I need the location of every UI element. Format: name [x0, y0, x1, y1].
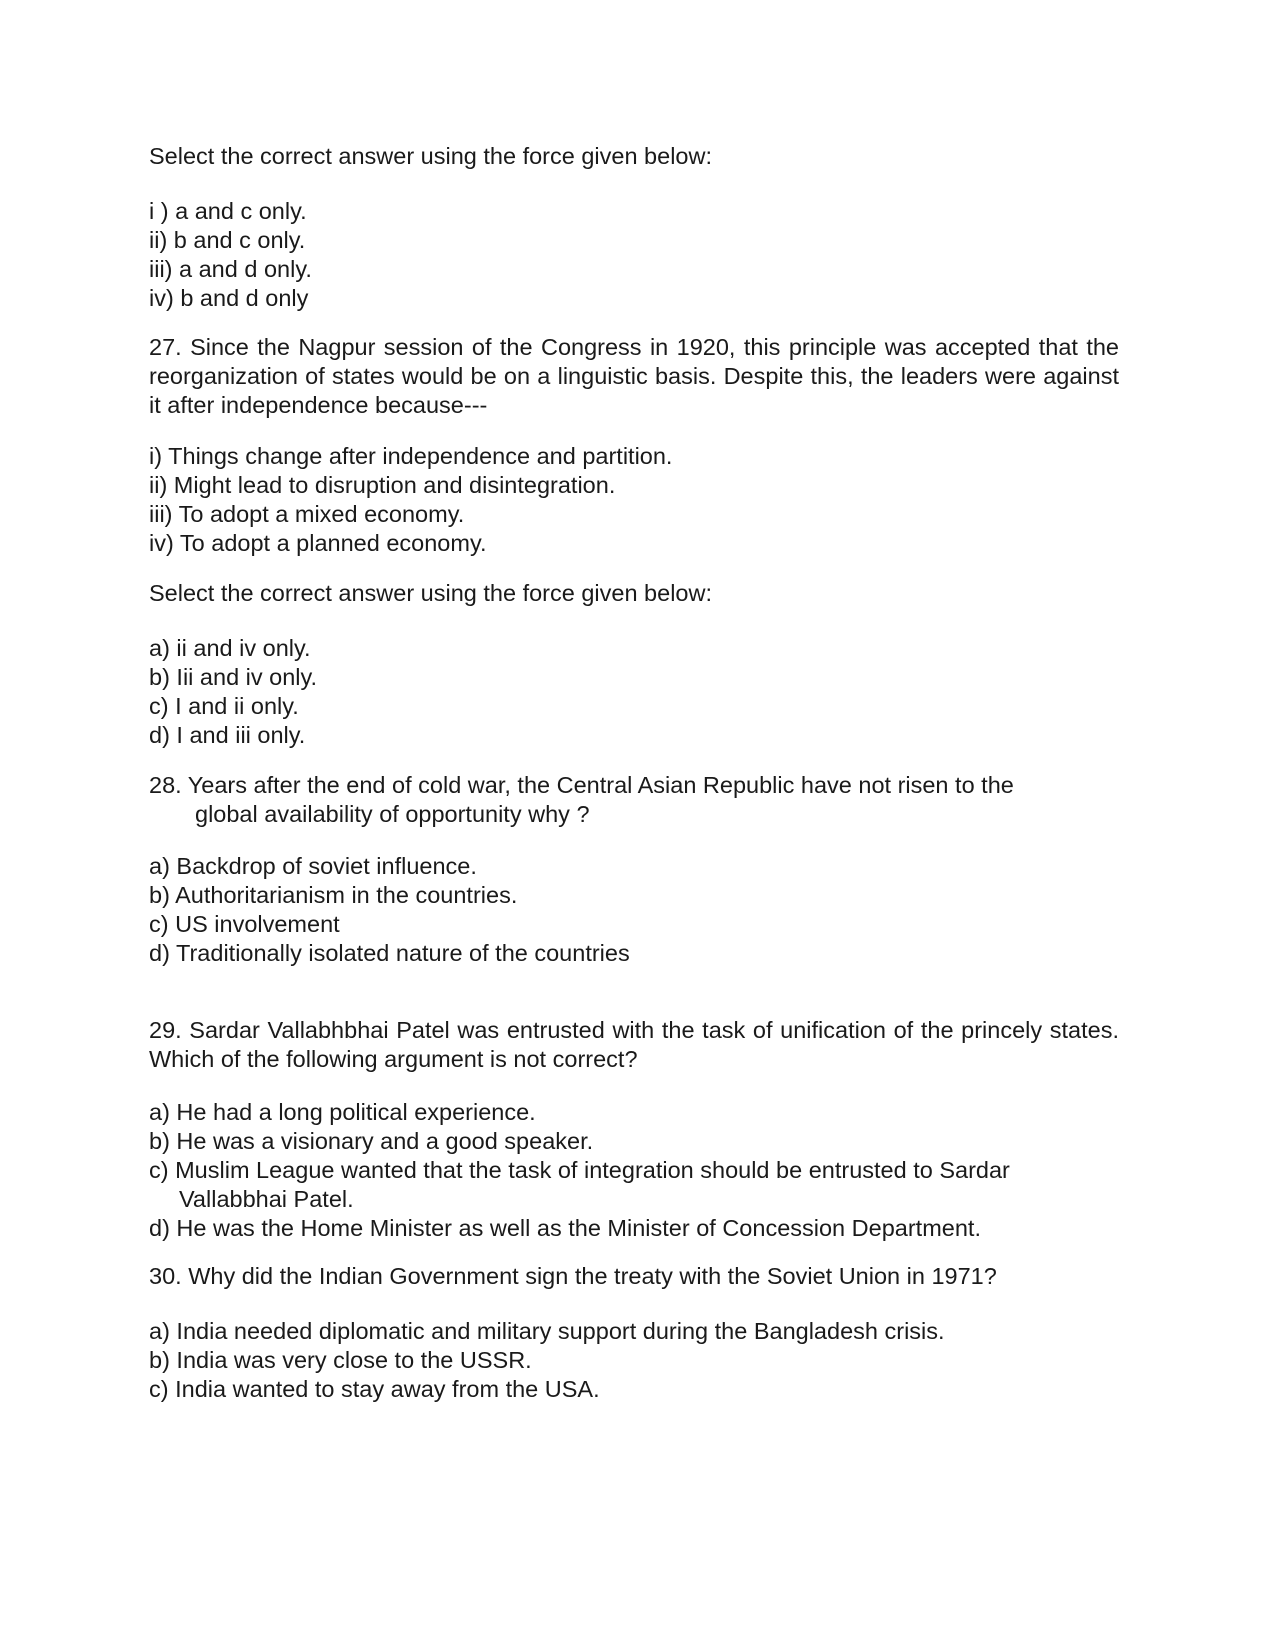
option-list: [149, 1098, 1119, 1243]
question-29: 29. Sardar Vallabhbhai Patel was entrusted with the task of unification of the princely states. Which of the following argument is not correct?: [149, 1017, 1119, 1072]
question-line: 30. Why did the Indian Government sign the treaty with the Soviet Union in 1971?: [149, 1263, 997, 1289]
option-item: c) I and ii only.: [149, 693, 299, 719]
option-item: a) India needed diplomatic and military support during the Bangladesh crisis.: [149, 1318, 945, 1344]
instruction-line: Select the correct answer using the force given below:: [149, 143, 712, 169]
option-list: [149, 852, 1119, 968]
instruction-text: [149, 142, 1119, 171]
option-item: iv) b and d only: [149, 285, 309, 311]
option-item-continuation: Vallabbhai Patel.: [179, 1186, 354, 1212]
option-item: a) ii and iv only.: [149, 635, 311, 661]
option-item: c) India wanted to stay away from the USA.: [149, 1376, 600, 1402]
statement-item: iii) To adopt a mixed economy.: [149, 501, 465, 527]
option-list: [149, 197, 1119, 313]
instruction-text: [149, 579, 1119, 608]
option-item: c) Muslim League wanted that the task of integration should be entrusted to Sardar: [149, 1157, 1010, 1183]
question-30: [149, 1262, 1119, 1291]
option-item: b) He was a visionary and a good speaker.: [149, 1128, 594, 1154]
instruction-line: Select the correct answer using the force given below:: [149, 580, 712, 606]
option-item: b) India was very close to the USSR.: [149, 1347, 532, 1373]
option-list: [149, 634, 1119, 750]
question-28: [149, 771, 1119, 829]
option-item: i ) a and c only.: [149, 198, 307, 224]
statement-item: iv) To adopt a planned economy.: [149, 530, 487, 556]
statement-list: [149, 442, 1119, 558]
option-item: ii) b and c only.: [149, 227, 306, 253]
option-item: b) Iii and iv only.: [149, 664, 318, 690]
question-27: 27. Since the Nagpur session of the Congress in 1920, this principle was accepted that the reorganization of states would be on a linguistic basis. Despite this, the leaders were against it after independence because---: [149, 334, 1119, 418]
option-item: a) Backdrop of soviet influence.: [149, 853, 477, 879]
option-item: d) He was the Home Minister as well as the Minister of Concession Department.: [149, 1215, 981, 1241]
option-item: a) He had a long political experience.: [149, 1099, 536, 1125]
statement-item: ii) Might lead to disruption and disintegration.: [149, 472, 616, 498]
option-item: iii) a and d only.: [149, 256, 312, 282]
option-item: d) Traditionally isolated nature of the countries: [149, 940, 630, 966]
statement-item: i) Things change after independence and partition.: [149, 443, 673, 469]
question-line: global availability of opportunity why ?: [195, 801, 590, 827]
option-item: c) US involvement: [149, 911, 340, 937]
option-item: b) Authoritarianism in the countries.: [149, 882, 518, 908]
option-list: [149, 1317, 1119, 1404]
question-line: 28. Years after the end of cold war, the Central Asian Republic have not risen to the: [149, 772, 1014, 798]
option-item: d) I and iii only.: [149, 722, 306, 748]
